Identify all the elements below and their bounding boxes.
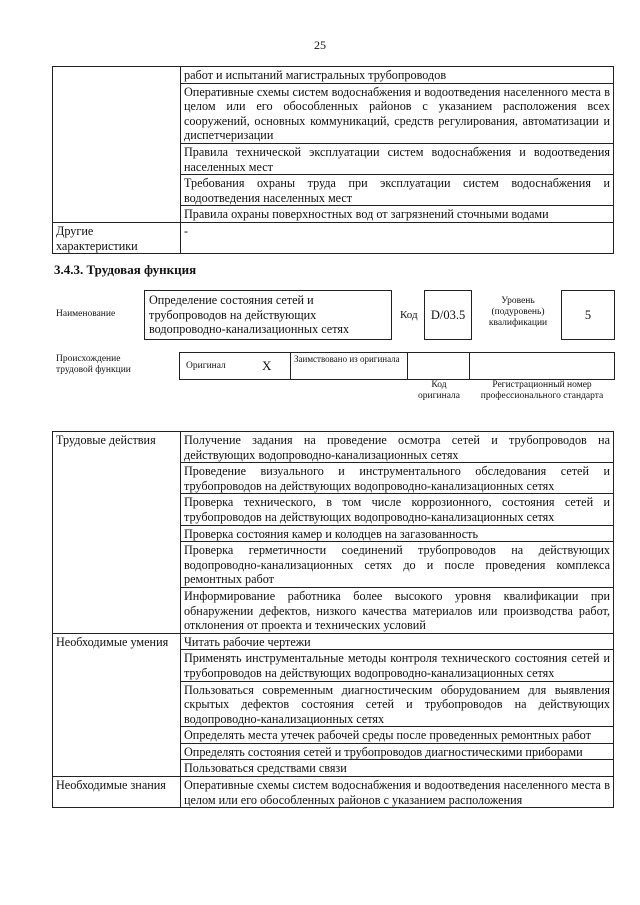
table-row: Оперативные схемы систем водоснабжения и водоотведения населенного места в целом или его обособленных районов с указанием расположения всех сооружений, основных коммуникаций, средств регулирования, автоматизации и диспетчеризации [181, 83, 614, 143]
divider [469, 353, 470, 379]
table-row: Правила охраны поверхностных вод от загрязнений сточными водами [181, 206, 614, 223]
table-row: Проведение визуального и инструментального обследования сетей и трубопроводов на действующих водопроводно-канализационных сетях [181, 463, 614, 494]
table-row: Проверка технического, в том числе коррозионного, состояния сетей и трубопроводов на действующих водопроводно-канализационных сетях [181, 494, 614, 525]
code-original-caption: Код оригинала [418, 380, 460, 401]
table-row: Определять состояния сетей и трубопроводов диагностическими приборами [181, 743, 614, 760]
level-label: Уровень (подуровень) квалификации [488, 296, 548, 328]
skills-label: Необходимые умения [53, 633, 181, 776]
name-label: Наименование [56, 309, 116, 319]
origin-label: Происхождение трудовой функции [56, 354, 131, 375]
top-knowledge-table [52, 66, 614, 254]
original-label: Оригинал [186, 361, 226, 371]
level-box [561, 290, 615, 340]
table-row: Получение задания на проведение осмотра сетей и трубопроводов на действующих водопроводно-канализационных сетях [181, 432, 614, 463]
knowledge-label: Необходимые знания [53, 777, 181, 808]
main-function-table [52, 431, 614, 808]
table-row: Информирование работника более высокого уровня квалификации при обнаружении дефектов, низкого качества материалов или производства работ, отклонения от проекта и технических условий [181, 587, 614, 633]
other-characteristics-label: Другие характеристики [53, 222, 181, 253]
other-characteristics-value: - [181, 222, 614, 253]
page-number: 25 [314, 38, 326, 52]
name-value-box [144, 290, 392, 340]
divider [407, 353, 408, 379]
empty-label-cell [53, 67, 181, 223]
code-value: D/03.5 [430, 308, 466, 322]
table-row: Правила технической эксплуатации систем водоснабжения и водоотведения населенных мест [181, 143, 614, 174]
level-value: 5 [584, 308, 592, 322]
table-row: работ и испытаний магистральных трубопроводов [181, 67, 614, 84]
table-row: Пользоваться средствами связи [181, 760, 614, 777]
labor-actions-label: Трудовые действия [53, 432, 181, 634]
code-box [424, 290, 472, 340]
code-label: Код [400, 309, 418, 321]
table-row: Требования охраны труда при эксплуатации систем водоснабжения и водоотведения населенных мест [181, 175, 614, 206]
table-row: Проверка герметичности соединений трубопроводов на действующих водопроводно-канализационных сетях до и после проведения комплекса ремонтных работ [181, 542, 614, 588]
reg-number-caption: Регистрационный номер профессионального стандарта [480, 380, 604, 401]
table-row: Оперативные схемы систем водоснабжения и водоотведения населенного места в целом или его обособленных районов с указанием расположения [181, 777, 614, 808]
table-row: Проверка состояния камер и колодцев на загазованность [181, 525, 614, 542]
table-row: Пользоваться современным диагностическим оборудованием для выявления скрытых дефектов состояния сетей и трубопроводов на действующих водопроводно-канализационных сетях [181, 681, 614, 727]
divider [290, 353, 291, 379]
table-row: Определять места утечек рабочей среды после проведенных ремонтных работ [181, 727, 614, 744]
origin-box [179, 352, 615, 380]
function-name: Определение состояния сетей и трубопроводов на действующих водопроводно-канализационных сетях [149, 293, 350, 336]
table-row: Применять инструментальные методы контроля технического состояния сетей и трубопроводов на действующих водопроводно-канализационных сетях [181, 650, 614, 681]
section-title: 3.4.3. Трудовая функция [54, 262, 197, 277]
original-mark: X [262, 358, 272, 373]
borrowed-label: Заимствовано из оригинала [294, 354, 400, 364]
table-row: Читать рабочие чертежи [181, 633, 614, 650]
